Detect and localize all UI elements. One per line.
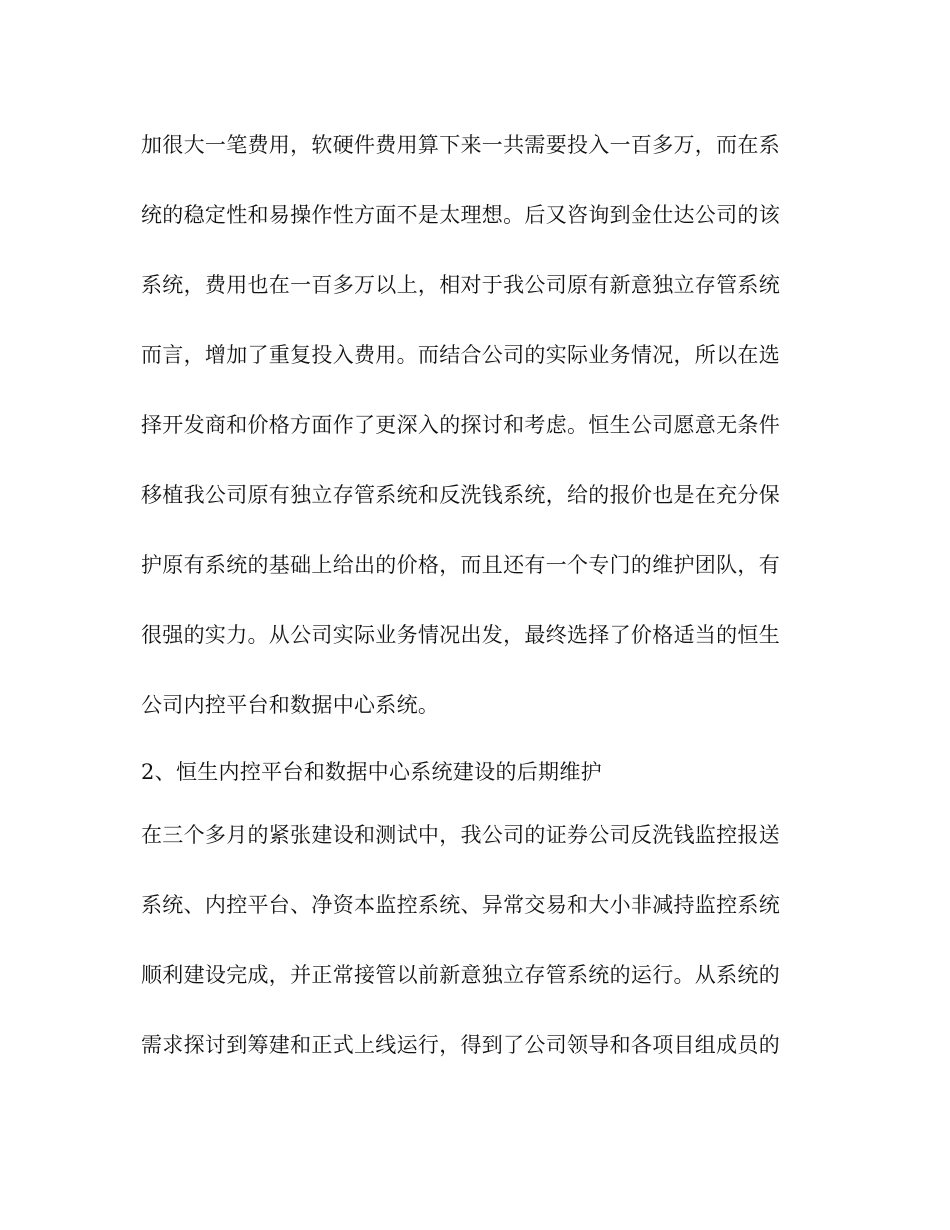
- paragraph-line: 公司内控平台和数据中心系统。: [141, 693, 440, 717]
- section-heading: 2、恒生内控平台和数据中心系统建设的后期维护: [141, 760, 602, 784]
- paragraph-line: 系统、内控平台、净资本监控系统、异常交易和大小非减持监控系统: [141, 893, 780, 917]
- paragraph-line: 移植我公司原有独立存管系统和反洗钱系统，给的报价也是在充分保: [141, 483, 780, 507]
- paragraph-line: 顺利建设完成，并正常接管以前新意独立存管系统的运行。从系统的: [141, 963, 780, 987]
- paragraph-line: 择开发商和价格方面作了更深入的探讨和考虑。恒生公司愿意无条件: [141, 413, 780, 437]
- paragraph-line: 很强的实力。从公司实际业务情况出发，最终选择了价格适当的恒生: [141, 623, 780, 647]
- paragraph-line: 需求探讨到筹建和正式上线运行，得到了公司领导和各项目组成员的: [141, 1033, 780, 1057]
- paragraph-line: 护原有系统的基础上给出的价格，而且还有一个专门的维护团队，有: [141, 553, 780, 577]
- paragraph-line: 而言，增加了重复投入费用。而结合公司的实际业务情况，所以在选: [141, 343, 780, 367]
- paragraph-line: 在三个多月的紧张建设和测试中，我公司的证券公司反洗钱监控报送: [141, 823, 780, 847]
- paragraph-line: 统的稳定性和易操作性方面不是太理想。后又咨询到金仕达公司的该: [141, 203, 780, 227]
- paragraph-line: 系统，费用也在一百多万以上，相对于我公司原有新意独立存管系统: [141, 273, 780, 297]
- paragraph-line: 加很大一笔费用，软硬件费用算下来一共需要投入一百多万，而在系: [141, 133, 780, 157]
